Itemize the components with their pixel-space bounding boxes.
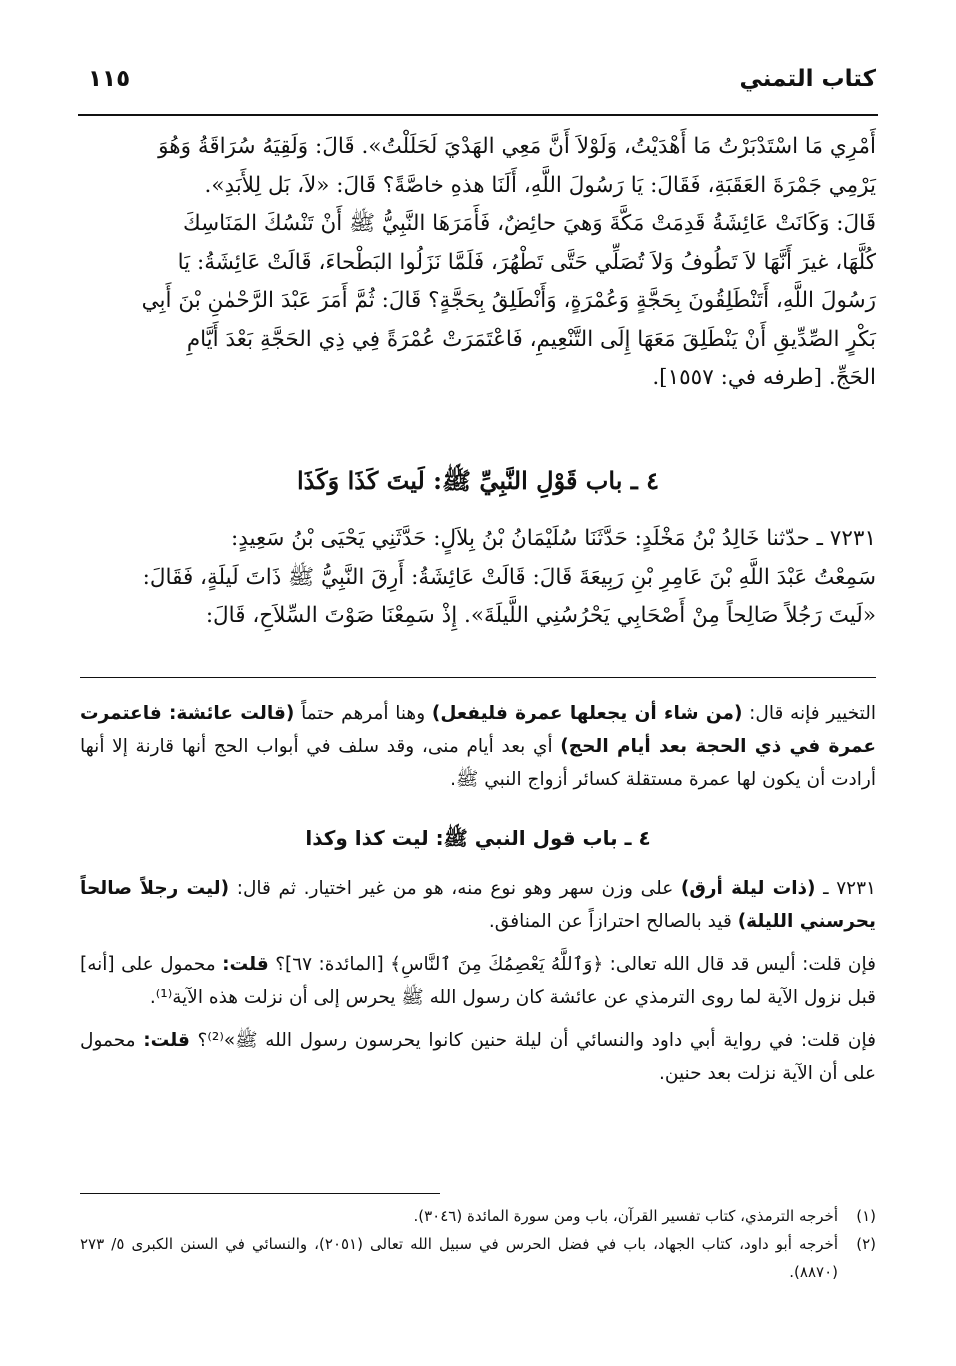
footnotes xyxy=(80,1202,876,1286)
quoted-phrase: (من شاء أن يجعلها عمرة فليفعل) xyxy=(431,703,743,724)
text-line: رَسُولَ اللَّهِ، أَتَنْطَلِقُونَ بِحَجَّةٍ وَعُمْرَةٍ، وَأَنْطَلِقُ بِحَجَّةٍ؟ قَالَ: ثُمَّ أَمَرَ عَبْدَ الرَّحْمٰنِ بْنَ أَبِي xyxy=(141,288,876,313)
text-run: فإن قلت: أليس قد قال الله تعالى: ﴿وَٱللَّهُ يَعْصِمُكَ مِنَ ٱلنَّاسِ﴾ [المائدة: ٦٧]؟ xyxy=(268,954,876,975)
footnote-number: (١) xyxy=(856,1207,876,1225)
text-run: قيد بالصالح احترازاً عن المنافق. xyxy=(488,911,738,932)
running-title: كتاب التمني xyxy=(739,66,876,92)
footnote-text: أخرجه أبو داود، كتاب الجهاد، باب في فضل الحرس في سبيل الله تعالى (٢٠٥١)، والنسائي في السنن الكبرى ٥/ ٢٧٣ (٨٨٧٠). xyxy=(80,1235,838,1281)
text-line: كُلَّهَا، غيرَ أَنَّهَا لاَ تَطُوفُ وَلاَ تُصَلِّي حَتَّى تَطْهُرَ، فَلَمَّا نَزَلُوا البَطْحاءَ، قَالَتْ عَائِشَةُ: يَا xyxy=(177,249,876,275)
hadith-7231 xyxy=(80,520,876,636)
footnote-text: أخرجه الترمذي، كتاب تفسير القرآن، باب ومن سورة المائدة (٣٠٤٦). xyxy=(413,1207,838,1225)
text-line: يَرْمِي جَمْرَةَ العَقَبَةِ، فَقَالَ: يَا رَسُولَ اللَّهِ، أَلَنَا هذهِ خاصَّةً؟ قَالَ: «لاَ، بَل لِلأَبَدِ». xyxy=(204,172,876,198)
header-divider xyxy=(78,114,878,116)
commentary-top xyxy=(80,697,876,796)
answer-label: قلت: xyxy=(222,954,269,975)
quoted-phrase: (ليت رجلاً صالحاً يحرسني الليلة) xyxy=(80,878,876,932)
commentary-divider xyxy=(80,677,876,678)
commentary-paragraph xyxy=(80,1024,876,1090)
text-run: على وزن سهر وهو نوع منه، هو من غير اختيار. ثم قال: xyxy=(229,878,681,899)
commentary-paragraph xyxy=(80,872,876,938)
text-line: «لَيتَ رَجُلاً صَالِحاً مِنْ أَصْحَابِي يَحْرُسُنِي اللَّيلَةَ». إِذْ سَمِعْنَا صَوْتَ السِّلاَحِ، قَالَ: xyxy=(205,603,876,628)
text-line: الحَجِّ. [طرفه في: ١٥٥٧]. xyxy=(652,365,876,390)
text-line: سَمِعْتُ عَبْدَ اللَّهِ بْنَ عَامِرِ بْنِ رَبِيعَةَ قَالَ: قَالَتْ عَائِشَةُ: أَرِقَ النَّبِيُّ ﷺ ذَاتَ لَيلَةٍ، فَقَالَ: xyxy=(142,564,876,590)
footnote xyxy=(80,1202,876,1230)
footnote xyxy=(80,1230,876,1286)
text-line: بَكْرٍ الصِّدِّيقِ أَنْ يَنْطَلِقَ مَعَهَا إِلَى التَّنْعِيمِ، فَاعْتَمَرَتْ عُمْرَةً فِي ذِي الحَجَّةِ بَعْدَ أَيَّامِ xyxy=(186,326,876,352)
commentary-paragraph xyxy=(80,697,876,796)
hadith-number: ٧٢٣١ ـ xyxy=(815,878,876,899)
text-run: التخيير فإنه قال: xyxy=(742,703,876,724)
chapter-heading: ٤ ـ باب قَوْلِ النَّبِيِّ ﷺ: لَيتَ كَذَا وَكَذَا xyxy=(296,466,660,495)
commentary-chapter-heading: ٤ ـ باب قول النبي ﷺ: ليت كذا وكذا xyxy=(305,826,651,850)
quoted-phrase: (قالت عائشة: فاعتمرت عمرة في ذي الحجة بعد أيام الحج) xyxy=(80,703,876,757)
commentary-paragraph xyxy=(80,948,876,1014)
quoted-phrase: (ذات ليلة أرق) xyxy=(680,878,816,899)
footnote-divider xyxy=(80,1193,440,1194)
answer-label: قلت: xyxy=(143,1030,190,1051)
text-run: محمول على [أنه] قبل نزول الآية لما روى الترمذي عن عائشة كان رسول الله ﷺ يحرس إلى أن نزلت هذه الآية⁽¹⁾. xyxy=(80,954,876,1008)
text-run: وهنا أمرهم حتماً xyxy=(294,703,432,724)
text-run: أي بعد أيام منى، وقد سلف في أبواب الحج أنها قارنة إلا أنها أرادت أن يكون لها عمرة مستقلة كسائر أزواج النبي ﷺ. xyxy=(80,736,876,790)
page-number: ١١٥ xyxy=(88,66,131,92)
text-run: محمول على أن الآية نزلت بعد حنين. xyxy=(80,1030,876,1084)
page-header xyxy=(80,66,876,106)
commentary-bottom xyxy=(80,872,876,1090)
text-line: أَمْرِي مَا اسْتَدْبَرْتُ مَا أَهْدَيْتُ، وَلَوْلاَ أَنَّ مَعِي الهَدْيَ لَحَلَلْتُ». قَالَ: وَلَقِيَهُ سُرَاقَةُ وَهُوَ xyxy=(158,134,876,159)
text-line: ٧٢٣١ ـ حدّثنا خَالِدُ بْنُ مَخْلَدٍ: حَدَّثَنَا سُلَيْمَانُ بْنُ بِلاَلٍ: حَدَّثَنِي يَحْيَى بْنُ سَعِيدٍ: xyxy=(230,526,876,551)
text-line: قَالَ: وَكَانَتْ عَائِشَةُ قَدِمَتْ مَكَّةَ وَهيَ حائِضٌ، فَأَمَرَهَا النَّبِيُّ ﷺ أَنْ تَنْسُكَ المَنَاسِكَ xyxy=(182,211,876,236)
hadith-text-continued xyxy=(80,128,876,398)
footnote-number: (٢) xyxy=(856,1235,876,1253)
text-run: فإن قلت: في رواية أبي داود والنسائي أن ليلة حنين كانوا يحرسون رسول الله ﷺ»⁽²⁾؟ xyxy=(189,1030,876,1051)
